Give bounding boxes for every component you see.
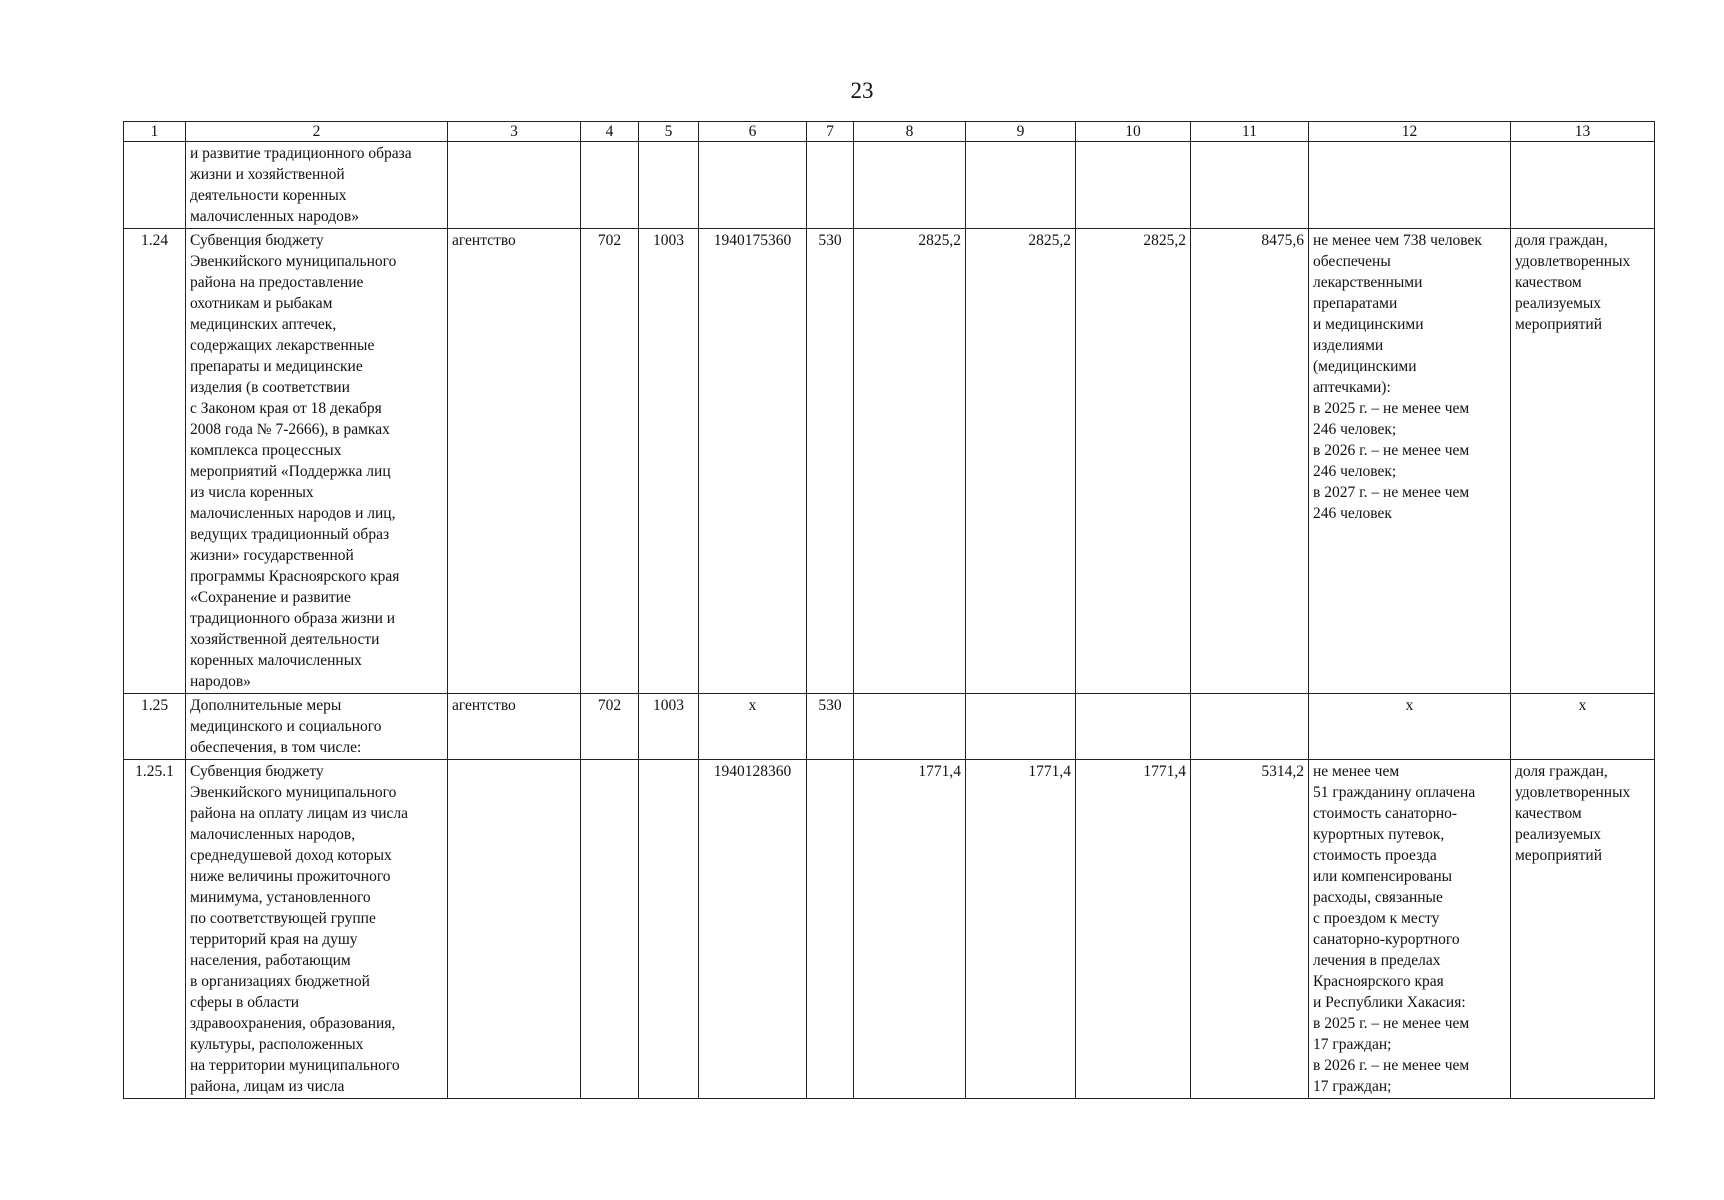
table-row <box>124 229 1655 694</box>
amount-2025: 1771,4 <box>854 760 966 1099</box>
col-header-4: 4 <box>581 122 639 142</box>
col-header-3: 3 <box>448 122 581 142</box>
department-code: 702 <box>581 229 639 694</box>
item-number: 1.24 <box>124 229 186 694</box>
target-article-code <box>699 142 807 229</box>
amount-2027: 1771,4 <box>1076 760 1191 1099</box>
amount-2026 <box>966 694 1076 760</box>
section-code <box>639 142 699 229</box>
col-header-12: 12 <box>1309 122 1511 142</box>
indicator <box>1511 142 1655 229</box>
table-row <box>124 142 1655 229</box>
target-article-code: 1940175360 <box>699 229 807 694</box>
amount-2026 <box>966 142 1076 229</box>
col-header-8: 8 <box>854 122 966 142</box>
col-header-1: 1 <box>124 122 186 142</box>
amount-total: 5314,2 <box>1191 760 1309 1099</box>
section-code: 1003 <box>639 694 699 760</box>
column-number-row <box>124 122 1655 142</box>
indicator: доля граждан, удовлетворенных качеством реализуемых мероприятий <box>1511 229 1655 694</box>
item-description: Дополнительные меры медицинского и социального обеспечения, в том числе: <box>186 694 448 760</box>
amount-2027 <box>1076 142 1191 229</box>
expected-result <box>1309 142 1511 229</box>
amount-2027: 2825,2 <box>1076 229 1191 694</box>
col-header-5: 5 <box>639 122 699 142</box>
department-code: 702 <box>581 694 639 760</box>
item-number: 1.25.1 <box>124 760 186 1099</box>
amount-2027 <box>1076 694 1191 760</box>
expected-result: не менее чем 51 гражданину оплачена стоимость санаторно- курортных путевок, стоимость проезда или компенсированы расходы, связанные с проездом к месту санаторно-курортного лечения в пределах Красноярского края и Республики Хакасия: в 2025 г. – не менее чем 17 граждан; в 2026 г. – не менее чем 17 граждан; <box>1309 760 1511 1099</box>
amount-2025 <box>854 694 966 760</box>
col-header-7: 7 <box>807 122 854 142</box>
item-number <box>124 142 186 229</box>
page-number: 23 <box>850 78 874 103</box>
item-description: и развитие традиционного образа жизни и хозяйственной деятельности коренных малочисленных народов» <box>186 142 448 229</box>
amount-total <box>1191 694 1309 760</box>
item-description: Субвенция бюджету Эвенкийского муниципального района на предоставление охотникам и рыбакам медицинских аптечек, содержащих лекарственные препараты и медицинские изделия (в соответствии с Законом края от 18 декабря 2008 года № 7-2666), в рамках комплекса процессных мероприятий «Поддержка лиц из числа коренных малочисленных народов и лиц, ведущих традиционный образ жизни» государственной программы Красноярского края «Сохранение и развитие традиционного образа жизни и хозяйственной деятельности коренных малочисленных народов» <box>186 229 448 694</box>
expense-type-code <box>807 760 854 1099</box>
expense-type-code <box>807 142 854 229</box>
expected-result: не менее чем 738 человек обеспечены лекарственными препаратами и медицинскими изделиями (медицинскими аптечками): в 2025 г. – не менее чем 246 человек; в 2026 г. – не менее чем 246 человек; в 2027 г. – не менее чем 246 человек <box>1309 229 1511 694</box>
indicator: х <box>1511 694 1655 760</box>
executor <box>448 760 581 1099</box>
col-header-9: 9 <box>966 122 1076 142</box>
executor: агентство <box>448 229 581 694</box>
section-code <box>639 760 699 1099</box>
amount-total <box>1191 142 1309 229</box>
section-code: 1003 <box>639 229 699 694</box>
col-header-2: 2 <box>186 122 448 142</box>
col-header-11: 11 <box>1191 122 1309 142</box>
expected-result: х <box>1309 694 1511 760</box>
col-header-10: 10 <box>1076 122 1191 142</box>
department-code <box>581 142 639 229</box>
target-article-code: 1940128360 <box>699 760 807 1099</box>
executor <box>448 142 581 229</box>
col-header-6: 6 <box>699 122 807 142</box>
department-code <box>581 760 639 1099</box>
expense-type-code: 530 <box>807 694 854 760</box>
table-row <box>124 760 1655 1099</box>
amount-total: 8475,6 <box>1191 229 1309 694</box>
amount-2025 <box>854 142 966 229</box>
table-row <box>124 694 1655 760</box>
amount-2026: 1771,4 <box>966 760 1076 1099</box>
amount-2025: 2825,2 <box>854 229 966 694</box>
budget-table <box>123 121 1655 1099</box>
target-article-code: х <box>699 694 807 760</box>
item-description: Субвенция бюджету Эвенкийского муниципального района на оплату лицам из числа малочисленных народов, среднедушевой доход которых ниже величины прожиточного минимума, установленного по соответствующей группе территорий края на душу населения, работающим в организациях бюджетной сферы в области здравоохранения, образования, культуры, расположенных на территории муниципального района, лицам из числа <box>186 760 448 1099</box>
indicator: доля граждан, удовлетворенных качеством реализуемых мероприятий <box>1511 760 1655 1099</box>
executor: агентство <box>448 694 581 760</box>
item-number: 1.25 <box>124 694 186 760</box>
amount-2026: 2825,2 <box>966 229 1076 694</box>
expense-type-code: 530 <box>807 229 854 694</box>
col-header-13: 13 <box>1511 122 1655 142</box>
